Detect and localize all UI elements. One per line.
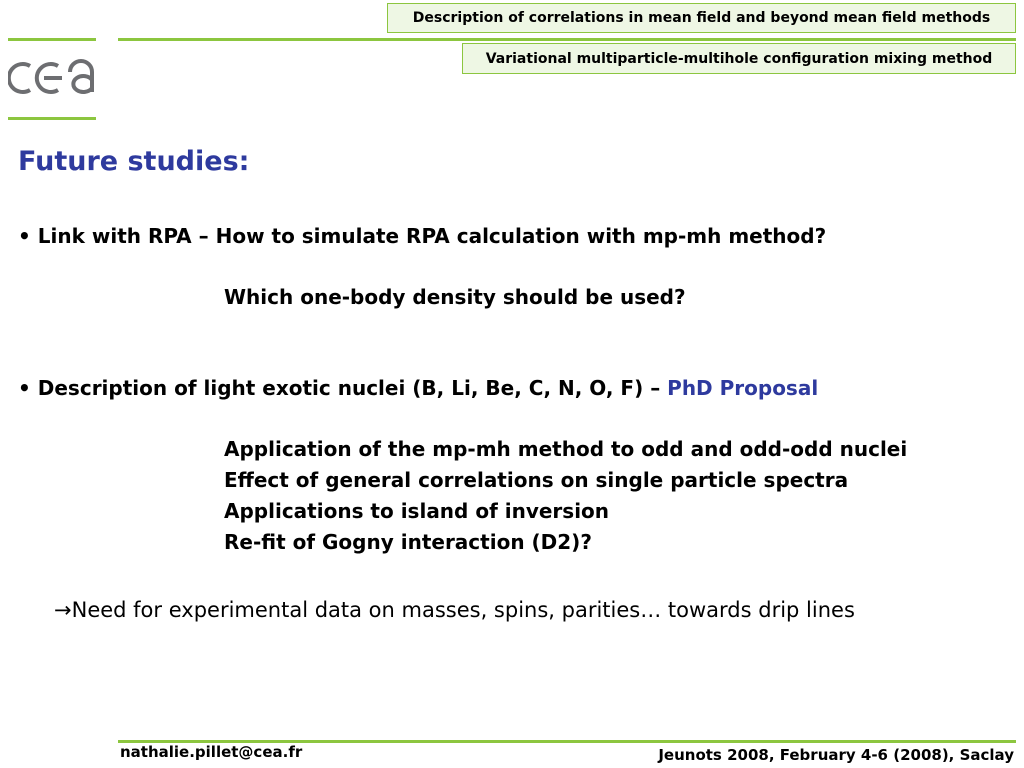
top-left-rule	[8, 38, 96, 41]
sub-item: Application of the mp-mh method to odd and odd-odd nuclei	[224, 437, 908, 461]
header-subtitle-box	[462, 43, 1016, 74]
footer-email: nathalie.pillet@cea.fr	[120, 743, 303, 761]
top-rule	[118, 38, 1016, 41]
bullet-exotic-nuclei	[18, 376, 818, 400]
cea-logo	[8, 56, 98, 104]
arrow-icon: →	[54, 598, 72, 622]
sub-item: Re-fit of Gogny interaction (D2)?	[224, 530, 592, 554]
header-title: Description of correlations in mean field and beyond mean field methods	[412, 10, 991, 26]
conclusion-text: Need for experimental data on masses, spins, parities… towards drip lines	[71, 598, 855, 622]
phd-proposal-label: PhD Proposal	[667, 376, 819, 400]
bullet-rpa	[18, 224, 826, 248]
bullet-text: Link with RPA – How to simulate RPA calculation with mp-mh method?	[37, 224, 827, 248]
header-subtitle: Variational multiparticle-multihole configuration mixing method	[485, 50, 993, 67]
bullet-text: Description of light exotic nuclei (B, Li, Be, C, N, O, F) –	[37, 376, 668, 400]
bullet-marker: •	[18, 376, 31, 400]
footer-conference: Jeunots 2008, February 4-6 (2008), Saclay	[658, 746, 1014, 764]
sub-item: Effect of general correlations on single particle spectra	[224, 468, 849, 492]
sub-item: Applications to island of inversion	[224, 499, 610, 523]
bullet-rpa-sub: Which one-body density should be used?	[224, 285, 686, 309]
bullet-marker: •	[18, 224, 31, 248]
header-title-box	[387, 3, 1016, 33]
conclusion	[54, 598, 855, 622]
slide-title: Future studies:	[18, 146, 250, 177]
cea-logo-icon	[8, 56, 98, 100]
logo-rule	[8, 117, 96, 120]
